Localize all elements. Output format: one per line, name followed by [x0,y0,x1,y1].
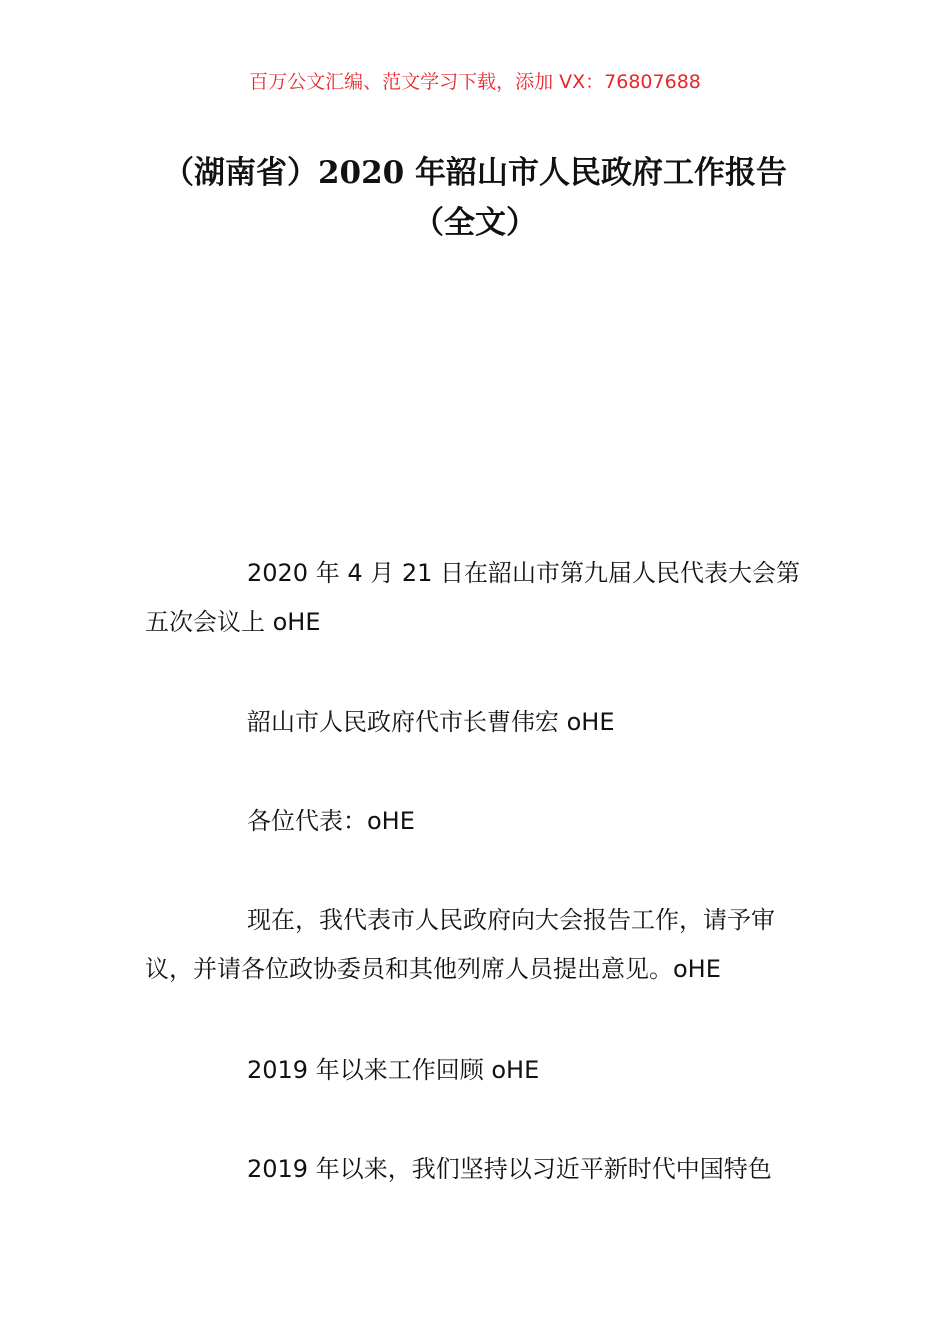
document-title: （湖南省）2020 年韶山市人民政府工作报告（全文） [162,155,788,241]
paragraph-salutation: 各位代表：oHE [247,807,415,835]
paragraph-review-start: 2019 年以来，我们坚持以习近平新时代中国特色 [247,1155,772,1183]
paragraph-speaker: 韶山市人民政府代市长曹伟宏 oHE [247,708,615,736]
paragraph-meeting-info: 2020 年 4 月 21 日在韶山市第九届人民代表大会第五次会议上 oHE [145,559,801,636]
section-heading-review: 2019 年以来工作回顾 oHE [247,1056,540,1084]
paragraph-intro: 现在，我代表市人民政府向大会报告工作，请予审议，并请各位政协委员和其他列席人员提出意见。oHE [145,906,775,983]
header-note: 百万公文汇编、范文学习下载，添加 VX：76807688 [249,71,701,93]
